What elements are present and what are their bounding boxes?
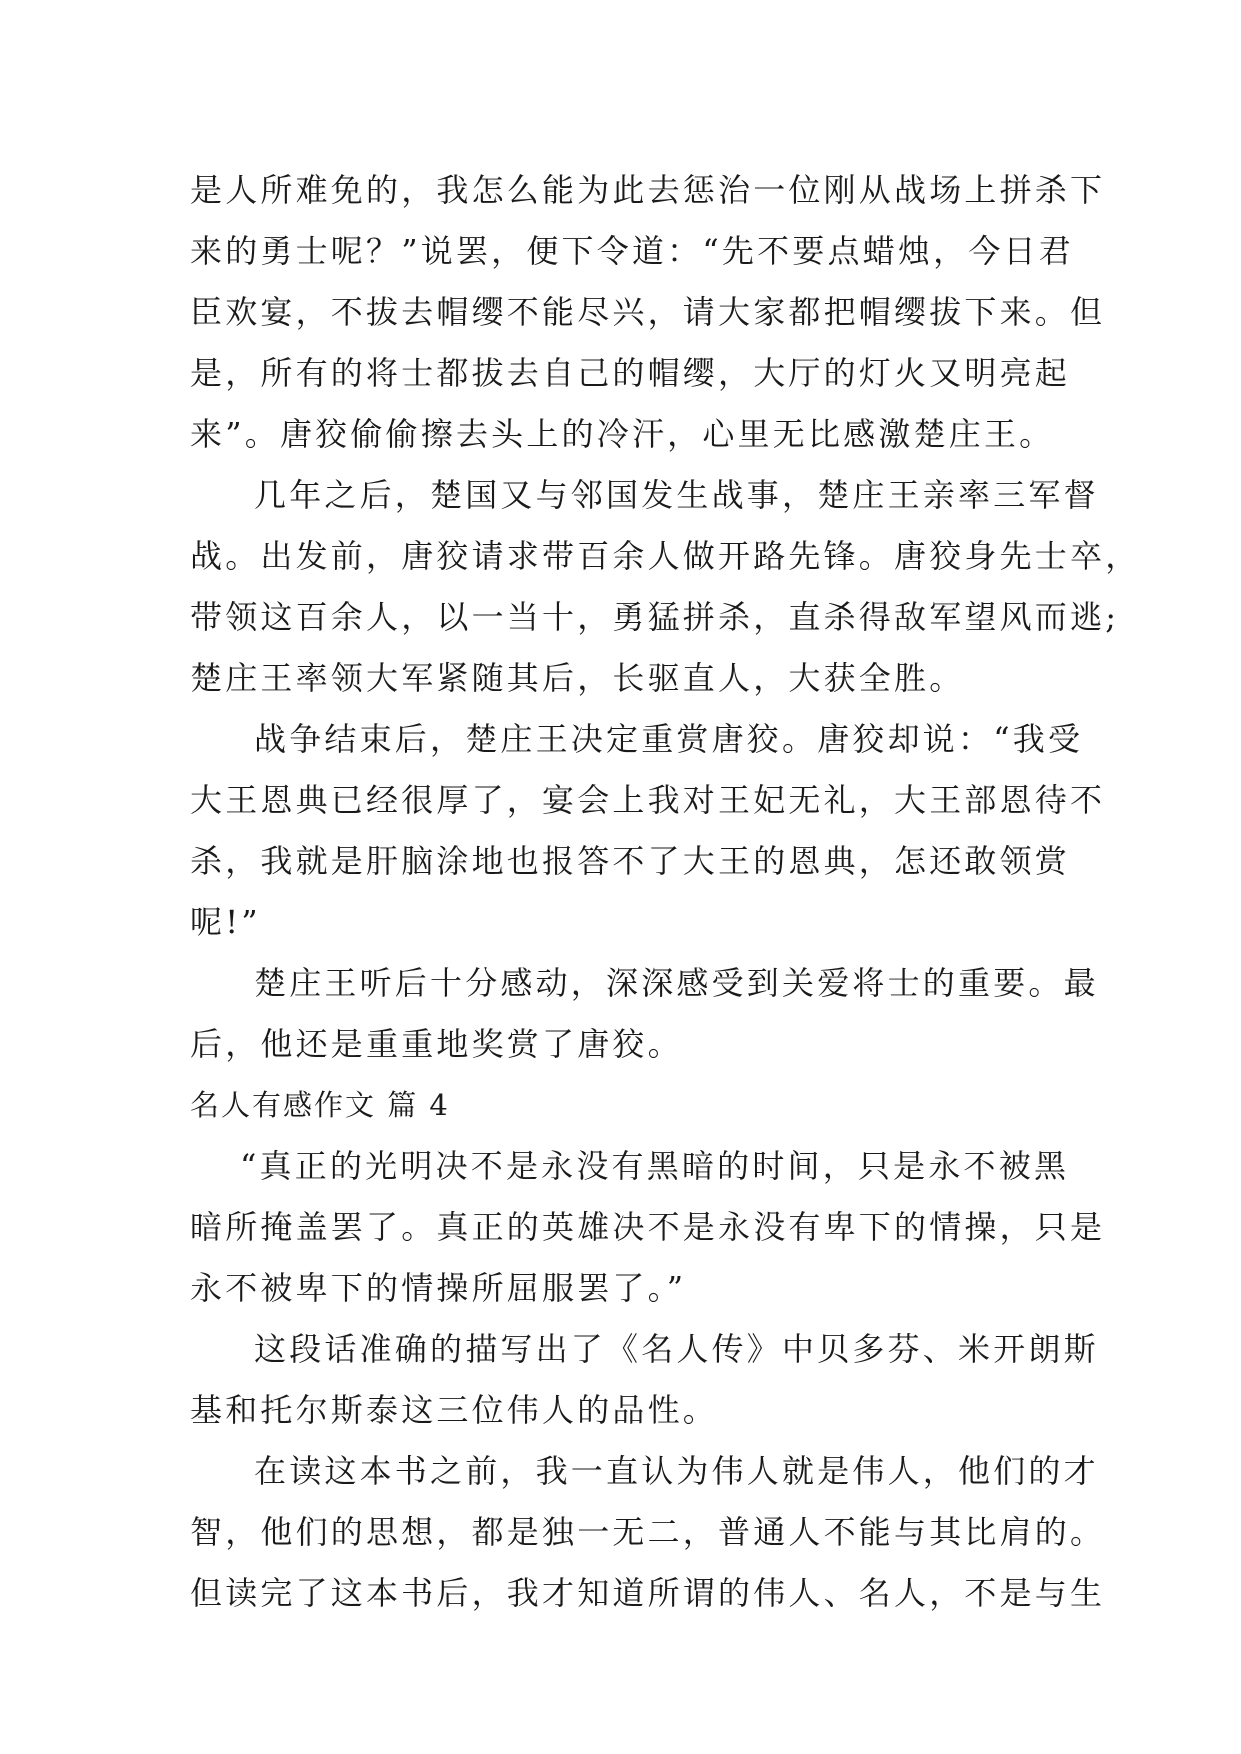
text-line: 呢!” xyxy=(190,903,261,941)
text-line: 来”。唐狡偷偷擦去头上的冷汗，心里无比感激楚庄王。 xyxy=(190,415,1055,453)
text-line: 楚庄王听后十分感动，深深感受到关爱将士的重要。最 xyxy=(254,964,1099,1002)
paragraph-war xyxy=(190,465,1141,709)
text-line: 在读这本书之前，我一直认为伟人就是伟人，他们的才 xyxy=(254,1452,1099,1490)
text-line: 智，他们的思想，都是独一无二，普通人不能与其比肩的。 xyxy=(190,1513,1106,1551)
text-line: 暗所掩盖罢了。真正的英雄决不是永没有卑下的情操，只是 xyxy=(190,1208,1106,1246)
text-line: 带领这百余人，以一当十，勇猛拼杀，直杀得敌军望风而逃; xyxy=(190,598,1120,636)
text-line: 臣欢宴，不拔去帽缨不能尽兴，请大家都把帽缨拔下来。但 xyxy=(190,293,1106,331)
text-line: 这段话准确的描写出了《名人传》中贝多芬、米开朗斯 xyxy=(254,1330,1099,1368)
text-line: 来的勇士呢？”说罢，便下令道：“先不要点蜡烛，今日君 xyxy=(190,232,1074,270)
text-line: 后，他还是重重地奖赏了唐狡。 xyxy=(190,1025,683,1063)
paragraph-reward xyxy=(190,709,1106,953)
paragraph-quote xyxy=(190,1136,1106,1319)
text-line: 大王恩典已经很厚了，宴会上我对王妃无礼，大王部恩待不 xyxy=(190,781,1106,819)
paragraph-ending xyxy=(190,953,1099,1075)
text-line: 基和托尔斯泰这三位伟人的品性。 xyxy=(190,1391,719,1429)
text-line: 杀，我就是肝脑涂地也报答不了大王的恩典，怎还敢领赏 xyxy=(190,842,1071,880)
document-body xyxy=(190,160,1141,1624)
section-heading: 名人有感作文 篇 4 xyxy=(190,1088,450,1122)
text-line: 是，所有的将士都拔去自己的帽缨，大厅的灯火又明亮起 xyxy=(190,354,1071,392)
text-line: “真正的光明决不是永没有黑暗的时间，只是永不被黑 xyxy=(240,1147,1070,1185)
text-line: 永不被卑下的情操所屈服罢了。” xyxy=(190,1269,687,1307)
text-line: 战争结束后，楚庄王决定重赏唐狡。唐狡却说：“我受 xyxy=(254,720,1084,758)
paragraph-reading xyxy=(190,1441,1106,1624)
paragraph-book xyxy=(190,1319,1099,1441)
text-line: 但读完了这本书后，我才知道所谓的伟人、名人，不是与生 xyxy=(190,1574,1106,1612)
text-line: 是人所难免的，我怎么能为此去惩治一位刚从战场上拼杀下 xyxy=(190,171,1106,209)
text-line: 几年之后，楚国又与邻国发生战事，楚庄王亲率三军督 xyxy=(254,476,1099,514)
text-line: 战。出发前，唐狡请求带百余人做开路先锋。唐狡身先士卒， xyxy=(190,537,1141,575)
paragraph-continued xyxy=(190,160,1106,465)
text-line: 楚庄王率领大军紧随其后，长驱直人，大获全胜。 xyxy=(190,659,965,697)
